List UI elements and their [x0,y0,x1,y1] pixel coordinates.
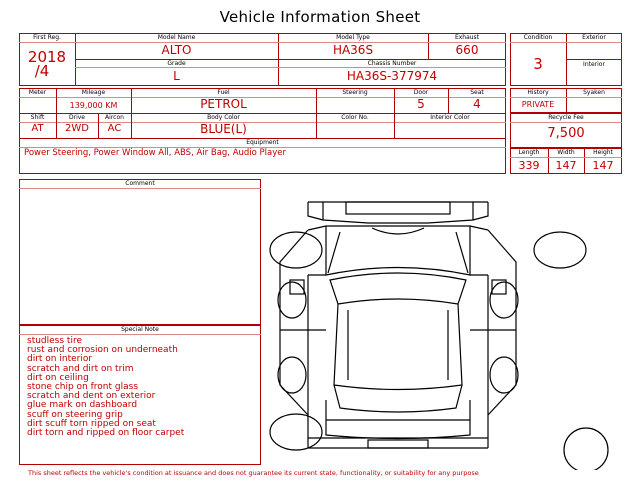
model-type-value: HA36S [332,43,374,57]
list-item: stone chip on front glass [27,382,139,393]
fuel-value: PETROL [200,97,247,111]
special-note-label: Special Note [121,326,159,333]
disclaimer-text: This sheet reflects the vehicle's condition at issuance and does not guarantee its current state, functionality, or suitability for any purpose [28,469,479,477]
condition-label: Condition [523,34,553,41]
rear-left-wheel [270,414,322,450]
chassis-number-value: HA36S-377974 [346,69,438,83]
list-item: rust and corrosion on underneath [27,345,178,356]
recycle-fee-value: 7,500 [547,126,585,141]
tailgate-outline [326,400,470,439]
roof-outline [334,304,462,390]
condition-value: 3 [533,55,543,73]
hood-outline [326,226,470,275]
door-value: 5 [417,97,425,111]
width-value: 147 [555,159,577,172]
grade-label: Grade [167,60,186,67]
side-wheel-left-front [278,282,306,318]
drive-value: 2WD [65,123,89,134]
seat-value: 4 [473,97,481,111]
seat-label: Seat [470,89,484,96]
fuel-label: Fuel [217,89,230,96]
shift-value: AT [31,123,44,134]
grade-value: L [173,69,180,83]
side-wheel-left-rear [278,357,306,393]
model-type-label: Model Type [336,34,370,41]
model-name-label: Model Name [157,34,196,41]
syaken-label: Syaken [583,89,605,96]
length-label: Length [518,149,540,156]
rear-bumper-outline [308,415,488,438]
spare-wheel [564,428,608,470]
list-item: dirt on ceiling [27,372,89,383]
right-body-side [488,230,516,415]
car-diagram [268,180,628,470]
height-label: Height [593,149,613,156]
history-value: PRIVATE [521,100,555,109]
equipment-value: Power Steering, Power Window All, ABS, Air Bag, Audio Player [24,148,287,158]
list-item: scuff on steering grip [27,409,123,420]
front-bumper-outline [308,202,488,223]
front-left-wheel [270,232,322,268]
history-label: History [527,89,549,96]
body-color-label: Body Color [207,114,240,121]
steering-label: Steering [342,89,368,96]
list-item: dirt torn and ripped on floor carpet [27,428,185,439]
door-label: Door [413,89,429,96]
height-value: 147 [592,159,614,172]
drive-label: Drive [69,114,85,121]
body-color-value: BLUE(L) [200,122,247,136]
sheet-title: Vehicle Information Sheet [219,8,421,26]
aircon-value: AC [107,123,122,134]
comment-box [19,179,261,325]
mileage-label: Mileage [81,89,106,96]
recycle-fee-label: Recycle Fee [548,114,584,121]
chassis-number-label: Chassis Number [367,60,417,67]
windshield [330,273,466,304]
shift-label: Shift [30,114,45,121]
color-no-label: Color No. [341,114,369,121]
comment-label: Comment [125,180,155,187]
list-item: dirt on interior [27,354,93,365]
list-item: scratch and dirt on trim [27,363,134,374]
equipment-label: Equipment [246,139,279,146]
list-item: studless tire [27,336,82,346]
model-name-value: ALTO [161,43,192,57]
aircon-label: Aircon [105,114,124,121]
list-item: dirt scuff torn ripped on seat [27,418,156,429]
exhaust-label: Exhaust [454,34,480,41]
length-value: 339 [518,159,540,172]
special-notes-list [27,337,257,438]
exhaust-value: 660 [455,43,479,57]
front-right-wheel [534,232,586,268]
meter-label: Meter [28,89,47,96]
list-item: scratch and dent on exterior [27,391,156,402]
mileage-value: 139,000 KM [69,101,118,110]
left-body-side [280,230,308,415]
side-wheel-right-front [490,282,518,318]
first-reg-label: First Reg. [33,34,61,41]
exterior-label: Exterior [582,34,606,41]
side-wheel-right-rear [490,357,518,393]
first-reg-year: 2018 [27,48,67,66]
first-reg-month: /4 [34,62,50,80]
width-label: Width [557,149,575,156]
interior-label: Interior [583,61,605,68]
list-item: glue mark on dashboard [27,400,138,411]
interior-color-label: Interior Color [430,114,470,121]
